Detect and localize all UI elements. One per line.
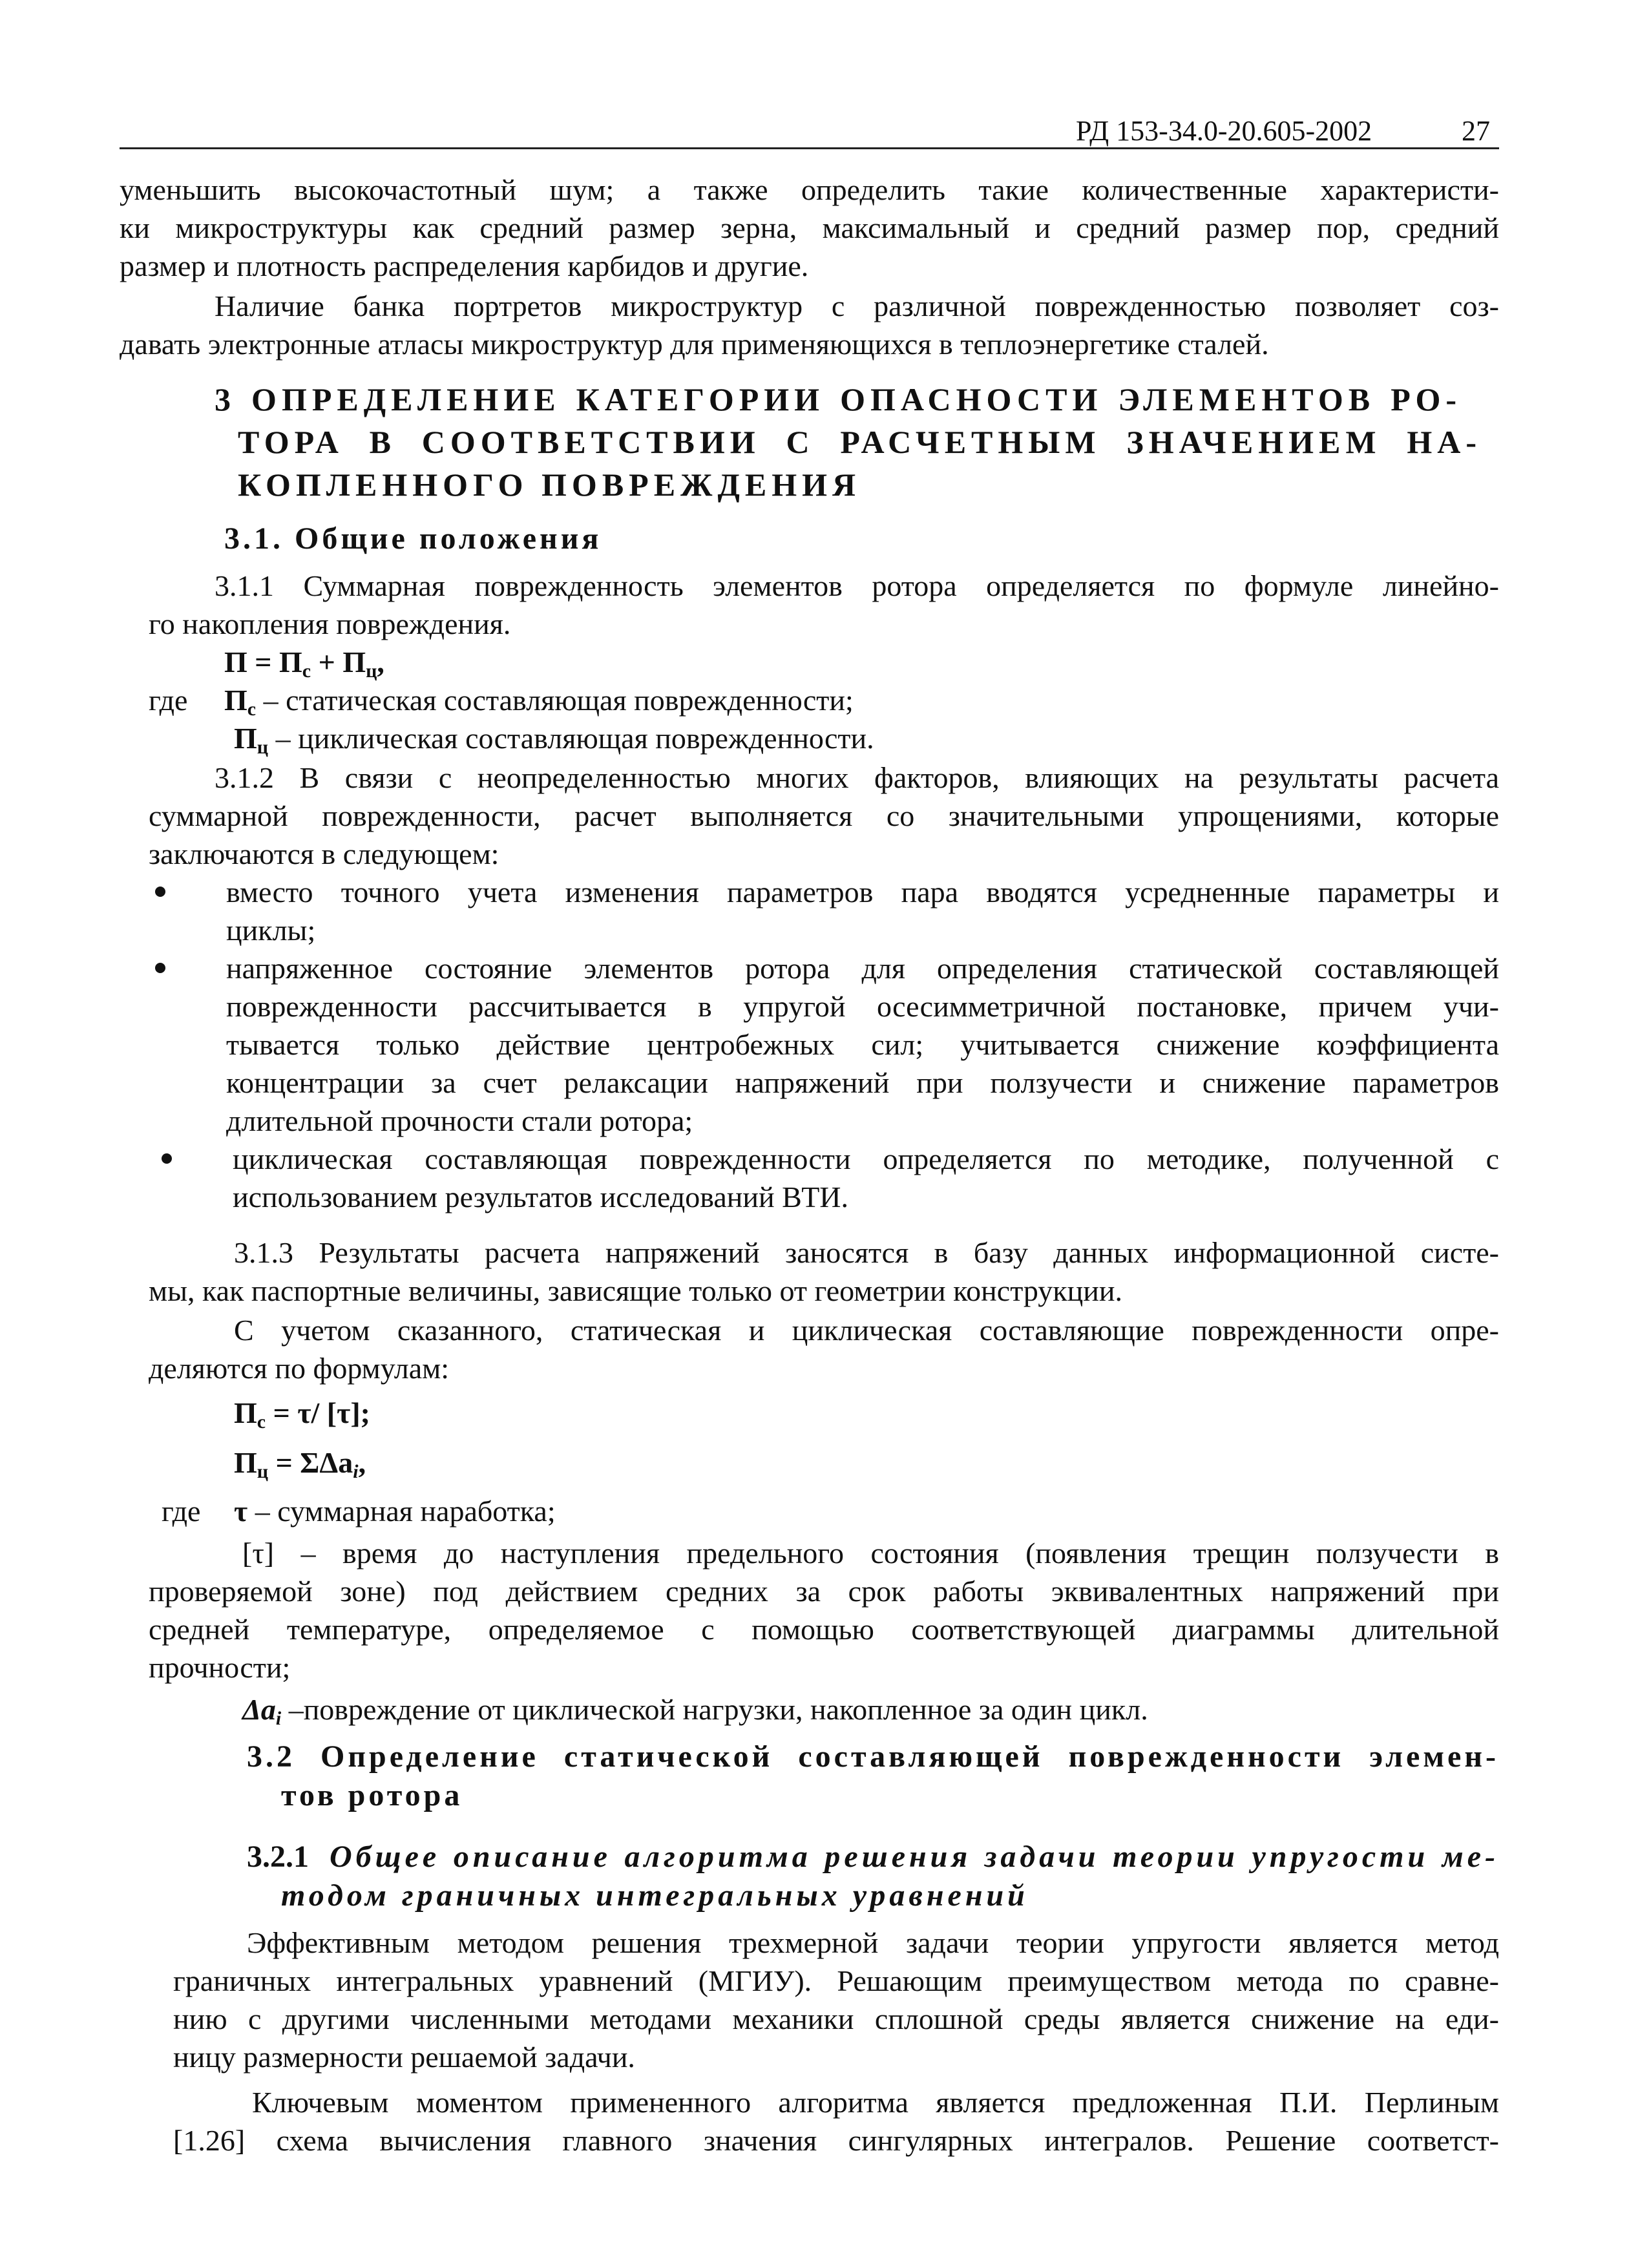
bullet-marker [155, 963, 165, 973]
definition-cycle-damage: $\Delta a_i$ –повреждение от циклической нагрузки, накопленное за один цикл. [242, 1693, 1148, 1729]
bullet-item-line: длительной прочности стали ротора; [226, 1104, 693, 1137]
section-3-title-line: ТОРА В СООТВЕТСТВИИ С РАСЧЕТНЫМ ЗНАЧЕНИЕМ НА- [238, 424, 1482, 460]
paragraph-line: Ключевым моментом примененного алгоритма является предложенная П.И. Перлиным [252, 2086, 1499, 2119]
section-3-2-1-number: 3.2.1 [247, 1840, 309, 1874]
section-3-2-title-line: 3.2 Определение статической составляющей поврежденности элемен- [247, 1739, 1499, 1774]
paragraph-line: С учетом сказанного, статическая и циклическая составляющие поврежденности опре- [234, 1314, 1499, 1347]
paragraph-line: мы, как паспортные величины, зависящие только от геометрии конструкции. [149, 1274, 1122, 1307]
bullet-item-line: циклы; [226, 914, 316, 947]
paragraph-line: размер и плотность распределения карбидов и другие. [120, 249, 809, 282]
paragraph-line: нию с другими численными методами механики сплошной среды является снижение на еди- [173, 2002, 1499, 2035]
formula-total-damage: $П = П_с + П_ц$, [224, 646, 384, 682]
paragraph-line: заключаются в следующем: [149, 837, 499, 870]
definition-cyclic-damage: $П_ц$ – циклическая составляющая поврежденности. [234, 722, 874, 758]
paragraph-line: деляются по формулам: [149, 1352, 450, 1385]
bullet-item-line: циклическая составляющая поврежденности определяется по методике, полученной с [233, 1142, 1499, 1175]
bullet-item-line: концентрации за счет релаксации напряжений при ползучести и снижение параметров [226, 1066, 1499, 1099]
paragraph-line: 3.1.2 В связи с неопределенностью многих факторов, влияющих на результаты расчета [215, 761, 1499, 794]
paragraph-line: проверяемой зоне) под действием средних за срок работы эквивалентных напряжений при [149, 1575, 1499, 1608]
section-3-title-line: КОПЛЕННОГО ПОВРЕЖДЕНИЯ [238, 467, 861, 503]
where-label: где [162, 1495, 201, 1528]
bullet-item-line: использованием результатов исследований ВТИ. [233, 1181, 849, 1213]
paragraph-line: [τ] – время до наступления предельного состояния (появления трещин ползучести в [242, 1537, 1499, 1570]
bullet-item-line: тывается только действие центробежных сил; учитывается снижение коэффициента [226, 1028, 1499, 1061]
paragraph-line: ки микроструктуры как средний размер зерна, максимальный и средний размер пор, средний [120, 211, 1499, 244]
section-3-2-title-line: тов ротора [281, 1778, 463, 1812]
document-code: РД 153-34.0-20.605-2002 [1076, 115, 1372, 147]
bullet-item-line: поврежденности рассчитывается в упругой осесимметричной постановке, причем учи- [226, 990, 1499, 1023]
paragraph-line: Эффективным методом решения трехмерной задачи теории упругости является метод [247, 1926, 1499, 1959]
paragraph-line: давать электронные атласы микроструктур для применяющихся в теплоэнергетике сталей. [120, 328, 1269, 361]
page-number: 27 [1462, 115, 1490, 147]
paragraph-line: граничных интегральных уравнений (МГИУ). Решающим преимуществом метода по сравне- [173, 1964, 1499, 1997]
section-3-title-line: 3 ОПРЕДЕЛЕНИЕ КАТЕГОРИИ ОПАСНОСТИ ЭЛЕМЕНТОВ РО- [215, 381, 1462, 417]
header-rule [120, 147, 1499, 149]
paragraph-line: 3.1.3 Результаты расчета напряжений заносятся в базу данных информационной систе- [234, 1236, 1499, 1269]
paragraph-line: уменьшить высокочастотный шум; а также определить такие количественные характеристи- [120, 173, 1499, 206]
paragraph-line: 3.1.1 Суммарная поврежденность элементов ротора определяется по формуле линейно- [215, 569, 1499, 602]
bullet-marker [155, 887, 165, 897]
paragraph-line: Наличие банка портретов микроструктур с различной поврежденностью позволяет соз- [215, 289, 1499, 322]
definition-total-runtime: τ – суммарная наработка; [234, 1495, 556, 1528]
section-3-2-1-title-line: Общее описание алгоритма решения задачи теории упругости ме- [330, 1840, 1499, 1874]
paragraph-line: ницу размерности решаемой задачи. [173, 2041, 635, 2074]
formula-cyclic-damage: $П_ц = \Sigma\Delta a_i$, [234, 1446, 366, 1482]
paragraph-line: средней температуре, определяемое с помощью соответствующей диаграммы длительной [149, 1613, 1499, 1646]
paragraph-line: прочности; [149, 1651, 291, 1684]
paragraph-line: суммарной поврежденности, расчет выполняется со значительными упрощениями, которые [149, 799, 1499, 832]
paragraph-line: го накопления повреждения. [149, 607, 511, 640]
bullet-item-line: напряженное состояние элементов ротора для определения статической составляющей [226, 952, 1499, 985]
bullet-marker [162, 1153, 172, 1164]
paragraph-line: [1.26] схема вычисления главного значения сингулярных интегралов. Решение соответст- [173, 2124, 1499, 2157]
bullet-item-line: вместо точного учета изменения параметров пара вводятся усредненные параметры и [226, 876, 1499, 908]
definition-static-damage: $П_с$ – статическая составляющая поврежденности; [224, 684, 854, 720]
section-3-1-title: 3.1. Общие положения [224, 521, 602, 556]
section-3-2-1-title-line: тодом граничных интегральных уравнений [281, 1878, 1029, 1913]
where-label: где [149, 684, 188, 717]
formula-static-damage: $П_с = \tau/$ [τ]; [234, 1396, 370, 1433]
